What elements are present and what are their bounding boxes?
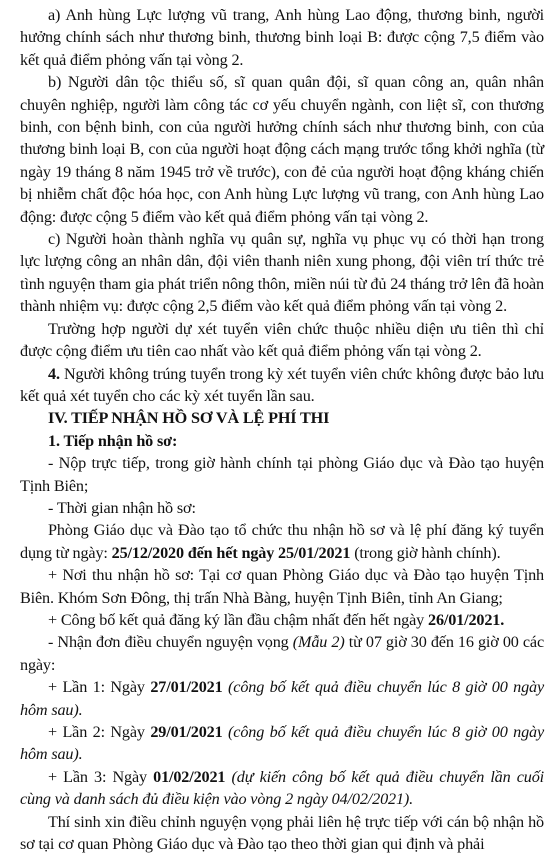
receiving-time-label: - Thời gian nhận hồ sơ: — [48, 498, 196, 517]
organization-text: Phòng Giáo dục và Đào tạo tổ chức thu nhận hồ sơ và lệ phí đăng ký tuyển dụng từ ngày: — [20, 521, 544, 562]
priority-c-paragraph: c) Người hoàn thành nghĩa vụ quân sự, nghĩa vụ phục vụ có thời hạn trong lực lượng công an nhân dân, đội viên thanh niên xung phong, đội viên trí thức trẻ tình nguyện tham gia phát triển nông thôn, miền núi từ đủ 24 tháng trở lên đã hoàn thành nhiệm vụ: được cộng 2,5 điểm vào kết quả điểm phỏng vấn tại vòng 2. — [20, 230, 544, 316]
round-1-label: + Lần 1: Ngày — [48, 678, 151, 697]
receiving-place-paragraph: + Nơi thu nhận hồ sơ: Tại cơ quan Phòng Giáo dục và Đào tạo huyện Tịnh Biên. Khóm Sơn Đông, thị trấn Nhà Bàng, huyện Tịnh Biên, tỉnh An Giang; — [20, 566, 544, 607]
round-2-label: + Lần 2: Ngày — [48, 723, 151, 741]
direct-submission-paragraph: - Nộp trực tiếp, trong giờ hành chính tại phòng Giáo dục và Đào tạo huyện Tịnh Biên; — [20, 454, 544, 495]
organization-paragraph — [20, 519, 544, 564]
round-3-date: 01/02/2021 — [153, 767, 226, 786]
section-iv-heading: IV. TIẾP NHẬN HỒ SƠ VÀ LỆ PHÍ THI — [48, 409, 330, 428]
round-3-paragraph — [20, 766, 544, 811]
round-1-note: (công bố kết quả điều chuyển lúc 8 giờ 00 ngày hôm sau). — [20, 678, 544, 719]
multiple-priority-paragraph: Trường hợp người dự xét tuyển viên chức thuộc nhiều diện ưu tiên thì chỉ được cộng điểm ưu tiên cao nhất vào kết quả điểm phỏng vấn tại vòng 2. — [20, 319, 544, 361]
announcement-date: 26/01/2021. — [428, 610, 505, 629]
announcement-paragraph — [20, 609, 544, 631]
round-3-label: + Lần 3: Ngày — [48, 767, 154, 786]
round-3-note: (dự kiến công bố kết quả điều chuyển lần cuối cùng và danh sách đủ điều kiện vào vòng 2 ngày 04/02/2021). — [20, 767, 544, 809]
item-4-number: 4. — [48, 364, 60, 383]
item-4-paragraph — [20, 363, 544, 408]
organization-hours: (trong giờ hành chính). — [350, 543, 501, 562]
priority-b-paragraph: b) Người dân tộc thiểu số, sĩ quan quân đội, sĩ quan công an, quân nhân chuyên nghiệp, người làm công tác cơ yếu chuyển ngành, con liệt sĩ, con thương binh, con bệnh binh, con của người hưởng chính sách như thương binh, con của thương binh loại B, con của người hoạt động cách mạng trước tổng khởi nghĩa (từ ngày 19 tháng 8 năm 1945 trở về trước), con đẻ của người hoạt động kháng chiến bị nhiễm chất độc hóa học, con Anh hùng Lực lượng vũ trang, con Anh hùng Lao động: được cộng 5 điểm vào kết quả điểm phỏng vấn tại vòng 2. — [20, 73, 544, 226]
subsection-1-heading: 1. Tiếp nhận hồ sơ: — [48, 431, 178, 450]
priority-a-paragraph: a) Anh hùng Lực lượng vũ trang, Anh hùng Lao động, thương binh, người hưởng chính sách như thương binh, thương binh loại B: được cộng 7,5 điểm vào kết quả điểm phỏng vấn tại vòng 2. — [20, 6, 544, 69]
transfer-hours: từ 07 giờ 30 đến 16 giờ 00 các ngày: — [20, 633, 544, 674]
announcement-text: + Công bố kết quả đăng ký lần đầu chậm nhất đến hết ngày — [48, 610, 428, 629]
round-2-date: 29/01/2021 — [150, 723, 223, 741]
transfer-text: - Nhận đơn điều chuyển nguyện vọng — [48, 633, 293, 652]
final-paragraph: Thí sinh xin điều chỉnh nguyện vọng phải liên hệ trực tiếp với cán bộ nhận hồ sơ tại cơ quan Phòng Giáo dục và Đào tạo theo thời gian qui định và phải — [20, 812, 544, 854]
registration-period: 25/12/2020 đến hết ngày 25/01/2021 — [111, 543, 351, 562]
transfer-paragraph — [20, 631, 544, 676]
round-2-note: (công bố kết quả điều chuyển lúc 8 giờ 00 ngày hôm sau). — [20, 723, 544, 764]
round-1-paragraph — [20, 676, 544, 721]
item-4-text: Người không trúng tuyển trong kỳ xét tuyển viên chức không được bảo lưu kết quả xét tuyển cho các kỳ xét tuyển lần sau. — [20, 364, 544, 405]
round-2-paragraph — [20, 721, 544, 766]
transfer-form: (Mẫu 2) — [292, 633, 345, 652]
round-1-date: 27/01/2021 — [150, 678, 223, 697]
